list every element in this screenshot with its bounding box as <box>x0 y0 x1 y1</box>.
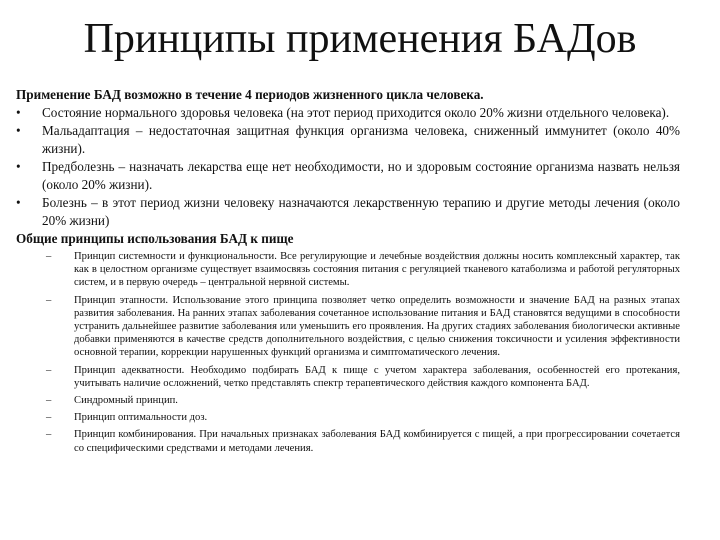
principle-item <box>16 250 680 290</box>
principle-text: Синдромный принцип. <box>74 395 178 407</box>
principle-text: Принцип оптимальности доз. <box>74 412 208 424</box>
principles-list <box>16 250 680 455</box>
period-text: Мальадаптация – недостаточная защитная функция организма человека, сниженный иммунитет (около 40% жизни). <box>42 123 680 156</box>
principle-item <box>16 294 680 360</box>
periods-list <box>16 104 680 230</box>
principle-item <box>16 411 680 424</box>
period-item <box>16 194 680 230</box>
period-item <box>16 104 680 122</box>
dash-icon: – <box>46 364 52 376</box>
period-item <box>16 122 680 158</box>
dash-icon: – <box>46 294 52 306</box>
principle-text: Принцип этапности. Использование этого принципа позволяет четко определить возможности и значение БАД на разных этапах развития заболевания. На ранних этапах заболевания сочетанное использование питания и БАД становятся ведущими в способности устранить дальнейшее развитие заболевания или уменьшить его проявления. На других стадиях заболевания биологически активные добавки применяются в качестве средств дополнительного воздействия, с целью снижения токсичности и усиления эффективности основной терапии, коррекции нарушенных функций организма и симптоматического лечения. <box>74 294 680 359</box>
period-item <box>16 158 680 194</box>
principle-text: Принцип комбинирования. При начальных признаках заболевания БАД комбинируется с пищей, а при прогрессировании сочетается со специфическими средствами и методами лечения. <box>74 429 680 454</box>
bullet-icon: • <box>16 123 21 138</box>
slide-title: Принципы применения БАДов <box>83 16 637 62</box>
principle-text: Принцип адекватности. Необходимо подбирать БАД к пище с учетом характера заболевания, особенностей его протекания, учитывать наличие осложнений, четко представлять спектр терапевтического действия каждого компонента БАД. <box>74 364 680 389</box>
principles-heading: Общие принципы использования БАД к пище <box>16 231 294 246</box>
bullet-icon: • <box>16 195 21 210</box>
principle-item <box>16 428 680 454</box>
principle-item <box>16 364 680 390</box>
dash-icon: – <box>46 251 52 262</box>
period-text: Предболезнь – назначать лекарства еще нет необходимости, но и здоровым состояние организма назвать нельзя (около 20% жизни). <box>42 159 680 192</box>
period-text: Болезнь – в этот период жизни человеку назначаются лекарственную терапию и другие методы лечения (около 20% жизни) <box>42 195 680 228</box>
slide-content <box>16 86 680 459</box>
principle-item <box>16 394 680 407</box>
principle-text: Принцип системности и функциональности. Все регулирующие и лечебные воздействия должны носить комплексный характер, так как в целостном организме существует взаимосвязь состояния питания с регуляцией тканевого катаболизма и работой регуляторных систем, и в первую очередь – центральной нервной системы. <box>74 251 680 289</box>
bullet-icon: • <box>16 105 21 120</box>
dash-icon: – <box>46 412 52 424</box>
dash-icon: – <box>46 395 52 407</box>
bullet-icon: • <box>16 159 21 174</box>
periods-heading: Применение БАД возможно в течение 4 периодов жизненного цикла человека. <box>16 87 484 102</box>
period-text: Состояние нормального здоровья человека (на этот период приходится около 20% жизни отдельного человека). <box>42 105 670 120</box>
dash-icon: – <box>46 429 52 441</box>
